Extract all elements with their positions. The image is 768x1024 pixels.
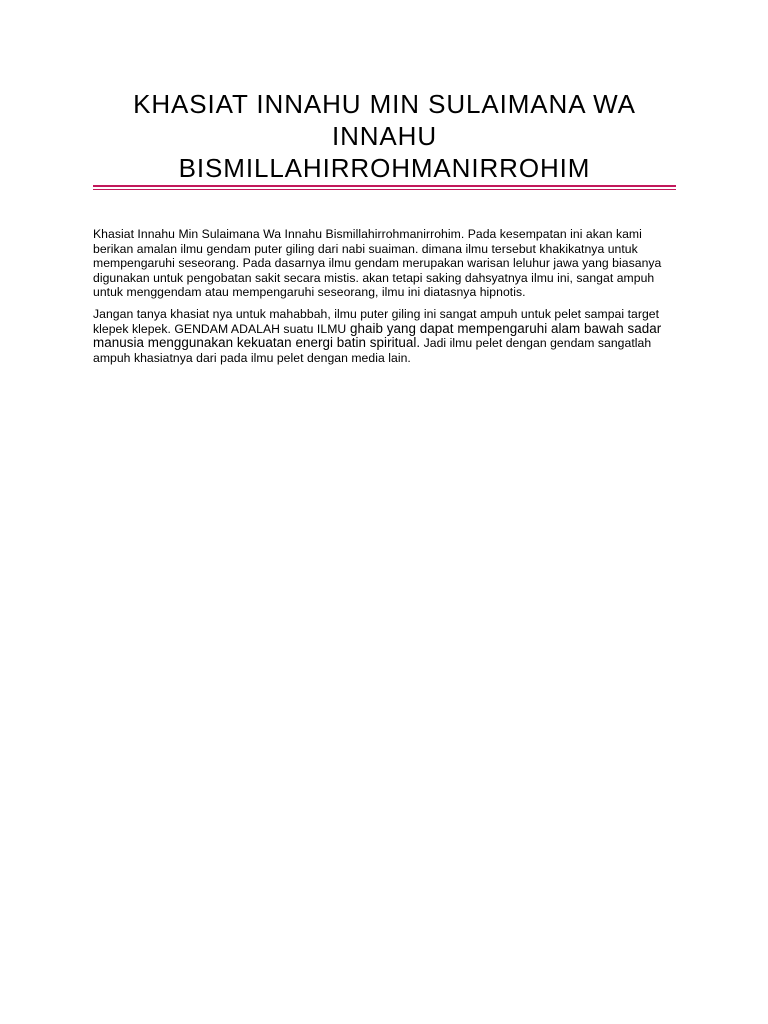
paragraph-2 (93, 307, 677, 365)
paragraph-2-part-3: Jadi ilmu pelet dengan gendam sangatlah ampuh khasiatnya dari pada ilmu pelet dengan media lain. (93, 336, 652, 365)
title-divider-thin (93, 189, 676, 190)
title-line-3: BISMILLAHIRROHMANIRROHIM (178, 153, 591, 183)
document-body (93, 227, 677, 372)
paragraph-2-part-2: ghaib yang dapat mempengaruhi alam bawah sadar manusia menggunakan kekuatan energi batin spiritual. (93, 320, 662, 351)
paragraph-2-part-1: Jangan tanya khasiat nya untuk mahabbah, ilmu puter giling ini sangat ampuh untuk pelet sampai target klepek klepek. GENDAM ADALAH suatu ILMU (93, 306, 660, 336)
document-title (93, 88, 676, 184)
title-line-1: KHASIAT INNAHU MIN SULAIMANA WA (133, 89, 636, 119)
title-divider-thick (93, 185, 676, 187)
title-line-2: INNAHU (331, 121, 438, 151)
paragraph-1: Khasiat Innahu Min Sulaimana Wa Innahu Bismillahirrohmanirrohim. Pada kesempatan ini akan kami berikan amalan ilmu gendam puter giling dari nabi suaiman. dimana ilmu tersebut khakikatnya untuk mempengaruhi seseorang. Pada dasarnya ilmu gendam merupakan warisan leluhur jawa yang biasanya digunakan untuk pengobatan sakit secara mistis. akan tetapi saking dahsyatnya ilmu ini, sangat ampuh untuk menggendam atau mempengaruhi seseorang, ilmu ini diatasnya hipnotis. (93, 227, 662, 300)
